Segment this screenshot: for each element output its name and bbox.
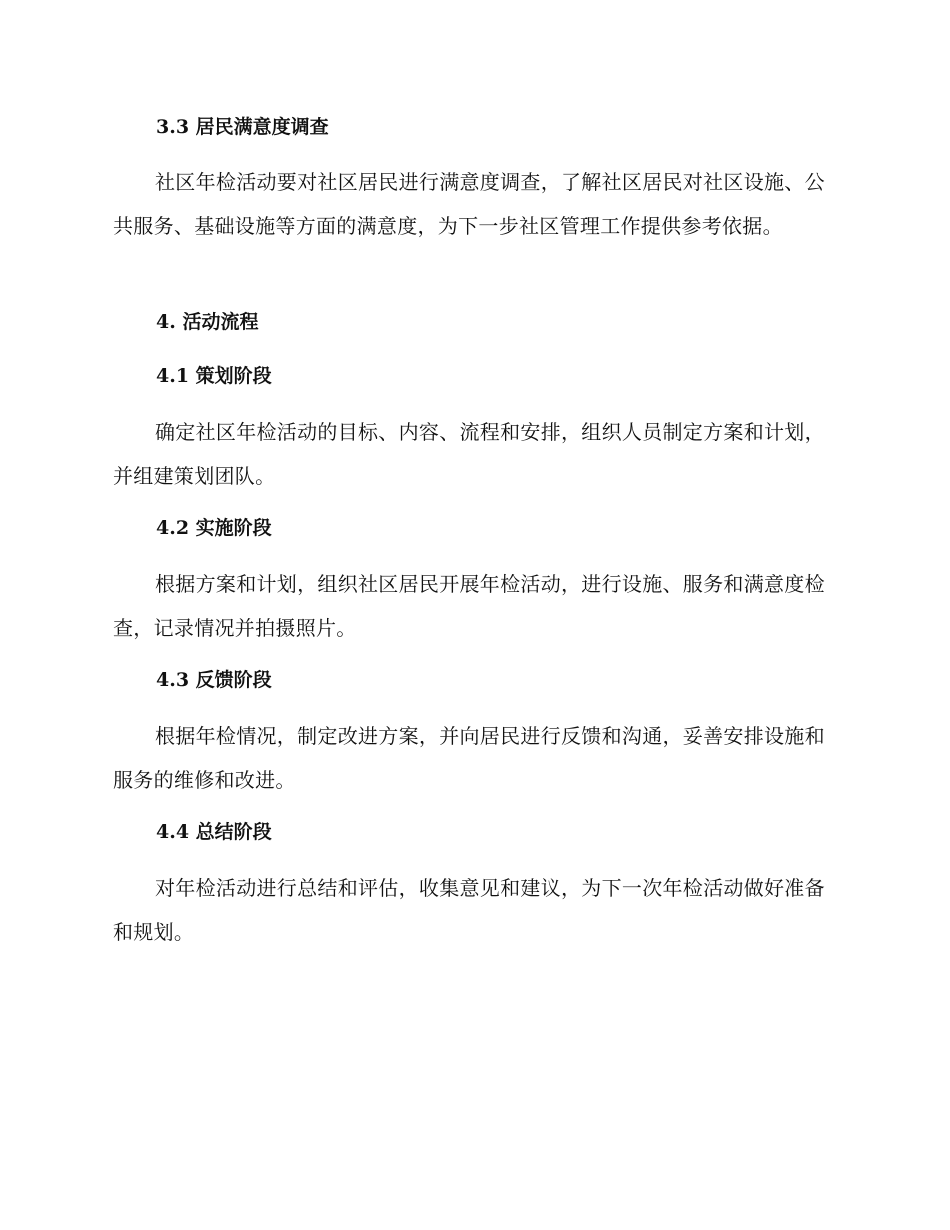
section-paragraph-4-3: 根据年检情况，制定改进方案，并向居民进行反馈和沟通，妥善安排设施和服务的维修和改进。 — [113, 724, 825, 792]
section-heading-4: 4. 活动流程 — [156, 311, 259, 333]
section-paragraph-4-2: 根据方案和计划，组织社区居民开展年检活动，进行设施、服务和满意度检查，记录情况并拍摄照片。 — [113, 572, 825, 640]
section-paragraph-4-1: 确定社区年检活动的目标、内容、流程和安排，组织人员制定方案和计划，并组建策划团队。 — [113, 420, 825, 488]
section-heading-4-4: 4.4 总结阶段 — [156, 821, 272, 843]
section-heading-4-2: 4.2 实施阶段 — [156, 517, 272, 539]
section-paragraph-4-4: 对年检活动进行总结和评估，收集意见和建议，为下一次年检活动做好准备和规划。 — [113, 876, 825, 944]
section-paragraph-3-3: 社区年检活动要对社区居民进行满意度调查，了解社区居民对社区设施、公共服务、基础设施等方面的满意度，为下一步社区管理工作提供参考依据。 — [113, 170, 825, 238]
section-heading-3-3: 3.3 居民满意度调查 — [156, 116, 329, 138]
section-heading-4-1: 4.1 策划阶段 — [156, 365, 272, 387]
section-heading-4-3: 4.3 反馈阶段 — [156, 669, 272, 691]
